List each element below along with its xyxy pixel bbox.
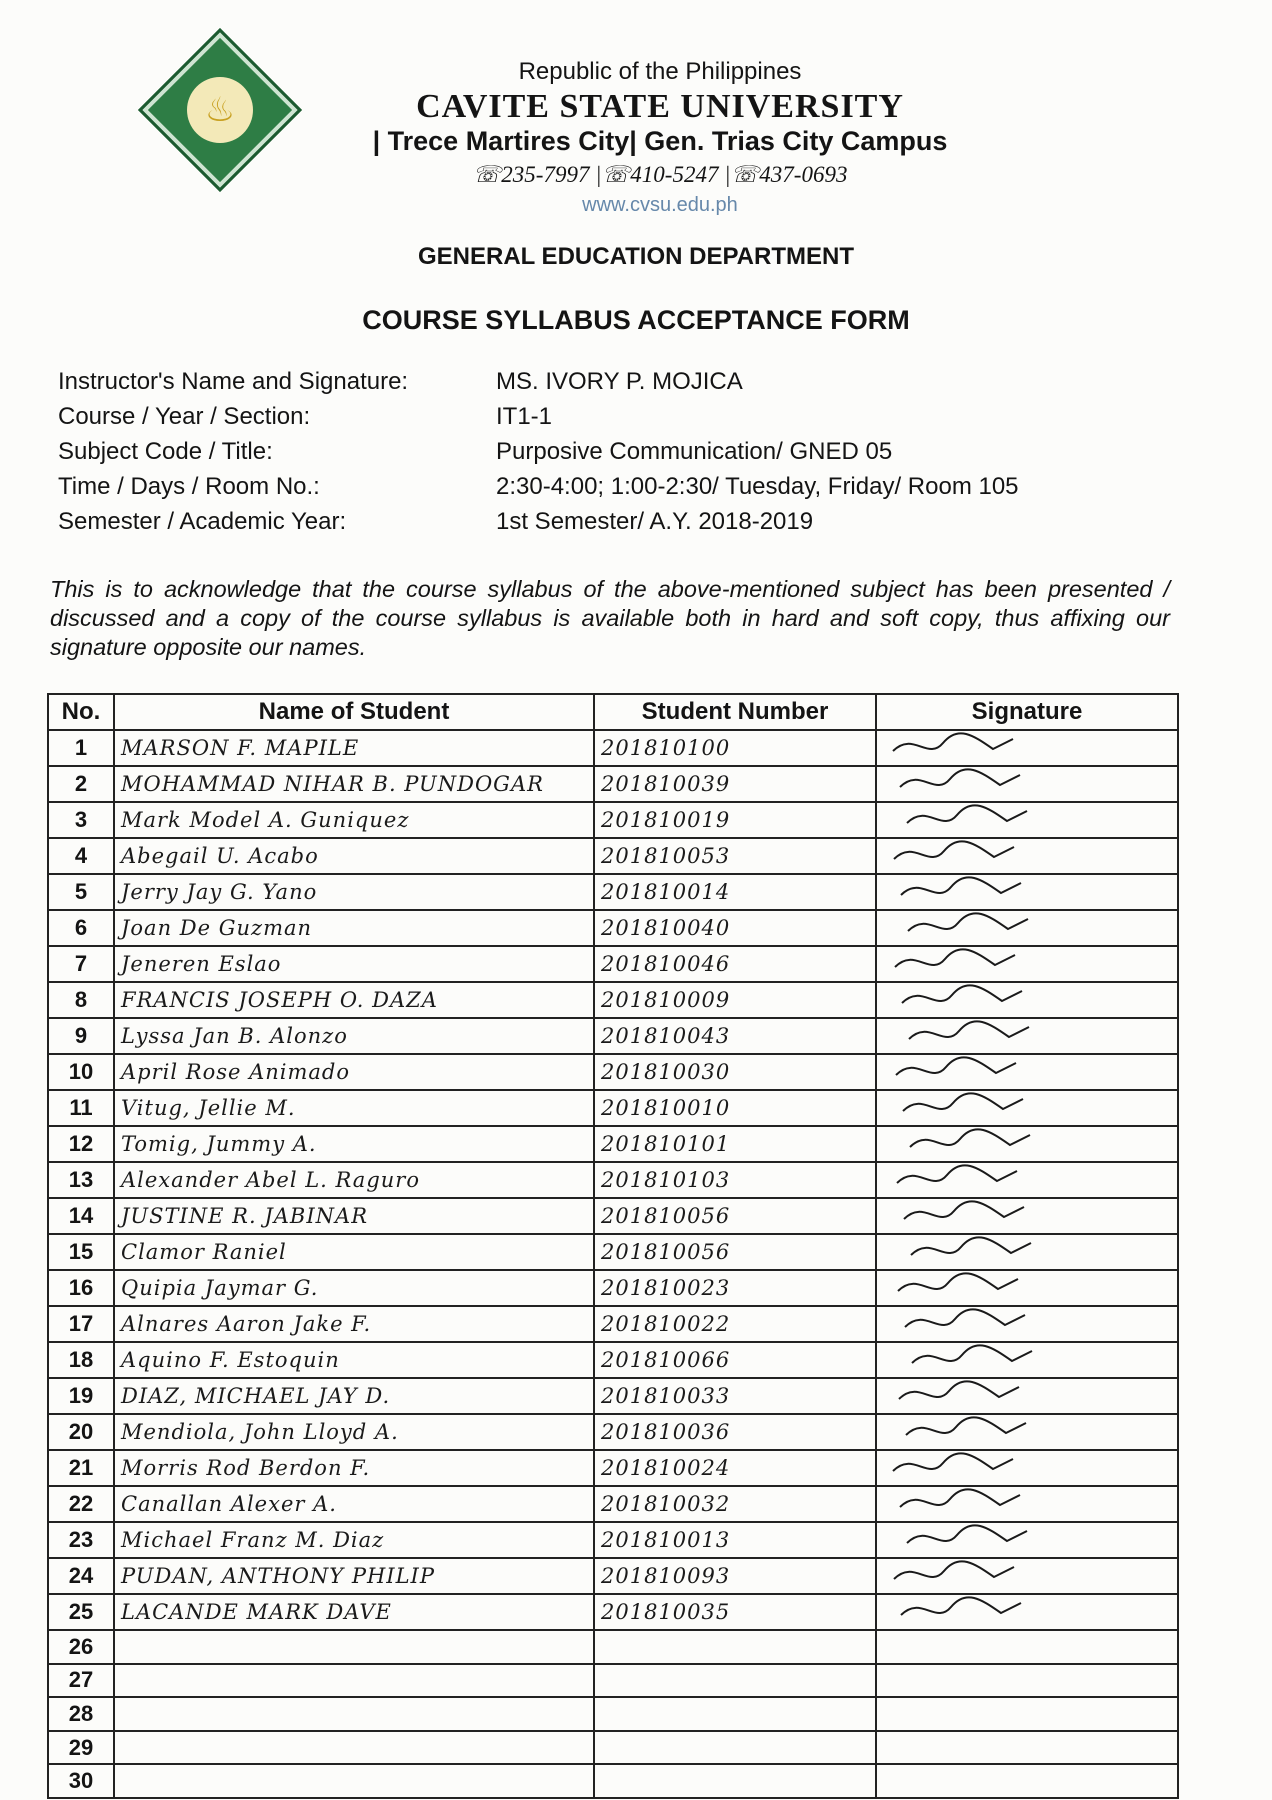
signature-cell [876,1270,1178,1306]
student-number: 201810024 [594,1450,876,1486]
signature-cell [876,982,1178,1018]
table-row [48,1731,1178,1765]
signature-cell [876,1486,1178,1522]
handwritten-signature [883,803,1043,831]
table-row [48,1558,1178,1594]
row-number: 8 [48,982,114,1018]
info-row [58,403,1019,438]
info-label: Subject Code / Title: [58,438,273,465]
student-table [47,693,1179,1799]
department-title: GENERAL EDUCATION DEPARTMENT [417,243,854,270]
handwritten-signature [883,1271,1043,1299]
table-row [48,1630,1178,1664]
student-name: LACANDE MARK DAVE [114,1594,594,1630]
info-label: Semester / Academic Year: [58,508,347,535]
student-name: Clamor Raniel [114,1234,594,1270]
republic-heading: Republic of the Philippines [518,58,802,85]
row-number: 7 [48,946,114,982]
table-row [48,1270,1178,1306]
table-row [48,874,1178,910]
table-row [48,1306,1178,1342]
signature-cell [876,838,1178,874]
student-number: 201810101 [594,1126,876,1162]
signature-cell [876,1162,1178,1198]
signature-cell [876,802,1178,838]
student-name [114,1731,594,1765]
row-number: 1 [48,730,114,766]
student-number: 201810032 [594,1486,876,1522]
student-name [114,1764,594,1798]
row-number: 11 [48,1090,114,1126]
table-row [48,1764,1178,1798]
student-name: DIAZ, MICHAEL JAY D. [114,1378,594,1414]
info-row [58,438,1019,473]
table-row [48,1594,1178,1630]
student-name: Vitug, Jellie M. [114,1090,594,1126]
header-signature: Signature [876,694,1178,730]
student-number: 201810014 [594,874,876,910]
row-number: 2 [48,766,114,802]
student-name: Abegail U. Acabo [114,838,594,874]
signature-cell [876,946,1178,982]
university-seal-logo [138,28,302,192]
row-number: 4 [48,838,114,874]
student-name: Morris Rod Berdon F. [114,1450,594,1486]
student-name [114,1697,594,1731]
phone-numbers: ☏235-7997 |☏410-5247 |☏437-0693 [472,162,848,187]
row-number: 21 [48,1450,114,1486]
row-number: 13 [48,1162,114,1198]
student-name: Lyssa Jan B. Alonzo [114,1018,594,1054]
campus-line: | Trece Martires City| Gen. Trias City Campus [372,126,948,156]
student-name: Alnares Aaron Jake F. [114,1306,594,1342]
signature-cell [876,1522,1178,1558]
table-row [48,802,1178,838]
row-number: 15 [48,1234,114,1270]
student-name: Tomig, Jummy A. [114,1126,594,1162]
table-row [48,1162,1178,1198]
handwritten-signature [883,1343,1043,1371]
handwritten-signature [883,1595,1043,1623]
row-number: 12 [48,1126,114,1162]
student-name: April Rose Animado [114,1054,594,1090]
table-row [48,1126,1178,1162]
handwritten-signature [883,911,1043,939]
form-title: COURSE SYLLABUS ACCEPTANCE FORM [362,305,910,335]
handwritten-signature [883,1127,1043,1155]
student-name: MOHAMMAD NIHAR B. PUNDOGAR [114,766,594,802]
handwritten-signature [883,731,1043,759]
handwritten-signature [883,1199,1043,1227]
student-name: MARSON F. MAPILE [114,730,594,766]
row-number: 30 [48,1764,114,1798]
signature-cell [876,1342,1178,1378]
table-row [48,1697,1178,1731]
table-row [48,1522,1178,1558]
signature-cell [876,910,1178,946]
table-row [48,946,1178,982]
student-number: 201810036 [594,1414,876,1450]
student-number: 201810023 [594,1270,876,1306]
handwritten-signature [883,1055,1043,1083]
table-row [48,1018,1178,1054]
student-number [594,1731,876,1765]
student-number: 201810056 [594,1234,876,1270]
student-number: 201810039 [594,766,876,802]
signature-cell [876,1198,1178,1234]
header-name: Name of Student [114,694,594,730]
row-number: 10 [48,1054,114,1090]
torch-icon: ♨ [187,77,253,143]
handwritten-signature [883,1235,1043,1263]
handwritten-signature [883,947,1043,975]
row-number: 9 [48,1018,114,1054]
table-row [48,1664,1178,1698]
table-row [48,1486,1178,1522]
row-number: 28 [48,1697,114,1731]
student-number: 201810040 [594,910,876,946]
student-number: 201810056 [594,1198,876,1234]
signature-cell [876,1090,1178,1126]
info-value: 2:30-4:00; 1:00-2:30/ Tuesday, Friday/ Room 105 [496,473,1019,500]
signature-cell [876,1126,1178,1162]
course-info [58,368,1019,543]
row-number: 26 [48,1630,114,1664]
student-name: Canallan Alexer A. [114,1486,594,1522]
signature-cell [876,1697,1178,1731]
table-row [48,730,1178,766]
handwritten-signature [883,1091,1043,1119]
student-name: FRANCIS JOSEPH O. DAZA [114,982,594,1018]
student-number: 201810066 [594,1342,876,1378]
handwritten-signature [883,983,1043,1011]
student-number [594,1630,876,1664]
student-name [114,1630,594,1664]
student-name: Jerry Jay G. Yano [114,874,594,910]
student-number: 201810019 [594,802,876,838]
row-number: 20 [48,1414,114,1450]
student-number: 201810053 [594,838,876,874]
signature-cell [876,1764,1178,1798]
handwritten-signature [883,1379,1043,1407]
row-number: 27 [48,1664,114,1698]
signature-cell [876,874,1178,910]
signature-cell [876,1378,1178,1414]
info-value: Purposive Communication/ GNED 05 [496,438,893,465]
header-no: No. [48,694,114,730]
table-row [48,766,1178,802]
signature-cell [876,1018,1178,1054]
table-row [48,1198,1178,1234]
table-row [48,1378,1178,1414]
info-label: Course / Year / Section: [58,403,311,430]
table-row [48,838,1178,874]
info-label: Time / Days / Room No.: [58,473,320,500]
student-number: 201810013 [594,1522,876,1558]
student-name [114,1664,594,1698]
row-number: 16 [48,1270,114,1306]
table-row [48,1090,1178,1126]
student-number: 201810103 [594,1162,876,1198]
row-number: 23 [48,1522,114,1558]
handwritten-signature [883,1487,1043,1515]
row-number: 5 [48,874,114,910]
handwritten-signature [883,1163,1043,1191]
student-name: Quipia Jaymar G. [114,1270,594,1306]
handwritten-signature [883,1559,1043,1587]
student-number: 201810035 [594,1594,876,1630]
signature-cell [876,1054,1178,1090]
student-name: Aquino F. Estoquin [114,1342,594,1378]
signature-cell [876,1414,1178,1450]
row-number: 24 [48,1558,114,1594]
row-number: 14 [48,1198,114,1234]
university-name: CAVITE STATE UNIVERSITY [416,88,904,125]
row-number: 19 [48,1378,114,1414]
website-link: www.cvsu.edu.ph [582,194,738,216]
table-row [48,1054,1178,1090]
student-name: PUDAN, ANTHONY PHILIP [114,1558,594,1594]
student-number: 201810046 [594,946,876,982]
info-row [58,473,1019,508]
row-number: 29 [48,1731,114,1765]
info-label: Instructor's Name and Signature: [58,368,409,395]
signature-cell [876,1664,1178,1698]
student-number [594,1697,876,1731]
student-number: 201810030 [594,1054,876,1090]
row-number: 25 [48,1594,114,1630]
student-number: 201810022 [594,1306,876,1342]
row-number: 6 [48,910,114,946]
signature-cell [876,766,1178,802]
student-number [594,1764,876,1798]
table-row [48,1234,1178,1270]
student-number [594,1664,876,1698]
signature-cell [876,1306,1178,1342]
table-row [48,910,1178,946]
signature-cell [876,1558,1178,1594]
handwritten-signature [883,1415,1043,1443]
row-number: 17 [48,1306,114,1342]
table-row [48,1414,1178,1450]
student-name: Mendiola, John Lloyd A. [114,1414,594,1450]
info-row [58,368,1019,403]
signature-cell [876,1594,1178,1630]
handwritten-signature [883,839,1043,867]
row-number: 22 [48,1486,114,1522]
signature-cell [876,1234,1178,1270]
student-number: 201810033 [594,1378,876,1414]
student-name: JUSTINE R. JABINAR [114,1198,594,1234]
handwritten-signature [883,1307,1043,1335]
table-body [48,730,1178,1798]
student-name: Joan De Guzman [114,910,594,946]
info-value: IT1-1 [496,403,553,430]
handwritten-signature [883,875,1043,903]
handwritten-signature [883,1451,1043,1479]
signature-cell [876,1630,1178,1664]
handwritten-signature [883,1019,1043,1047]
student-name: Jeneren Eslao [114,946,594,982]
row-number: 18 [48,1342,114,1378]
table-row [48,982,1178,1018]
student-number: 201810093 [594,1558,876,1594]
student-number: 201810009 [594,982,876,1018]
signature-cell [876,730,1178,766]
handwritten-signature [883,1523,1043,1551]
info-value: MS. IVORY P. MOJICA [496,368,743,395]
student-number: 201810100 [594,730,876,766]
table-header-row [48,694,1178,730]
info-row [58,508,1019,543]
student-number: 201810010 [594,1090,876,1126]
student-name: Alexander Abel L. Raguro [114,1162,594,1198]
info-value: 1st Semester/ A.Y. 2018-2019 [496,508,814,535]
signature-cell [876,1731,1178,1765]
table-row [48,1450,1178,1486]
header-number: Student Number [594,694,876,730]
row-number: 3 [48,802,114,838]
signature-cell [876,1450,1178,1486]
student-number: 201810043 [594,1018,876,1054]
acknowledgement-text: This is to acknowledge that the course syllabus of the above-mentioned subject has been presented / discussed and a copy of the course syllabus is available both in hard and soft copy, thus affixing our signature opposite our names. [50,576,1170,660]
handwritten-signature [883,767,1043,795]
student-name: Mark Model A. Guniquez [114,802,594,838]
table-row [48,1342,1178,1378]
student-name: Michael Franz M. Diaz [114,1522,594,1558]
